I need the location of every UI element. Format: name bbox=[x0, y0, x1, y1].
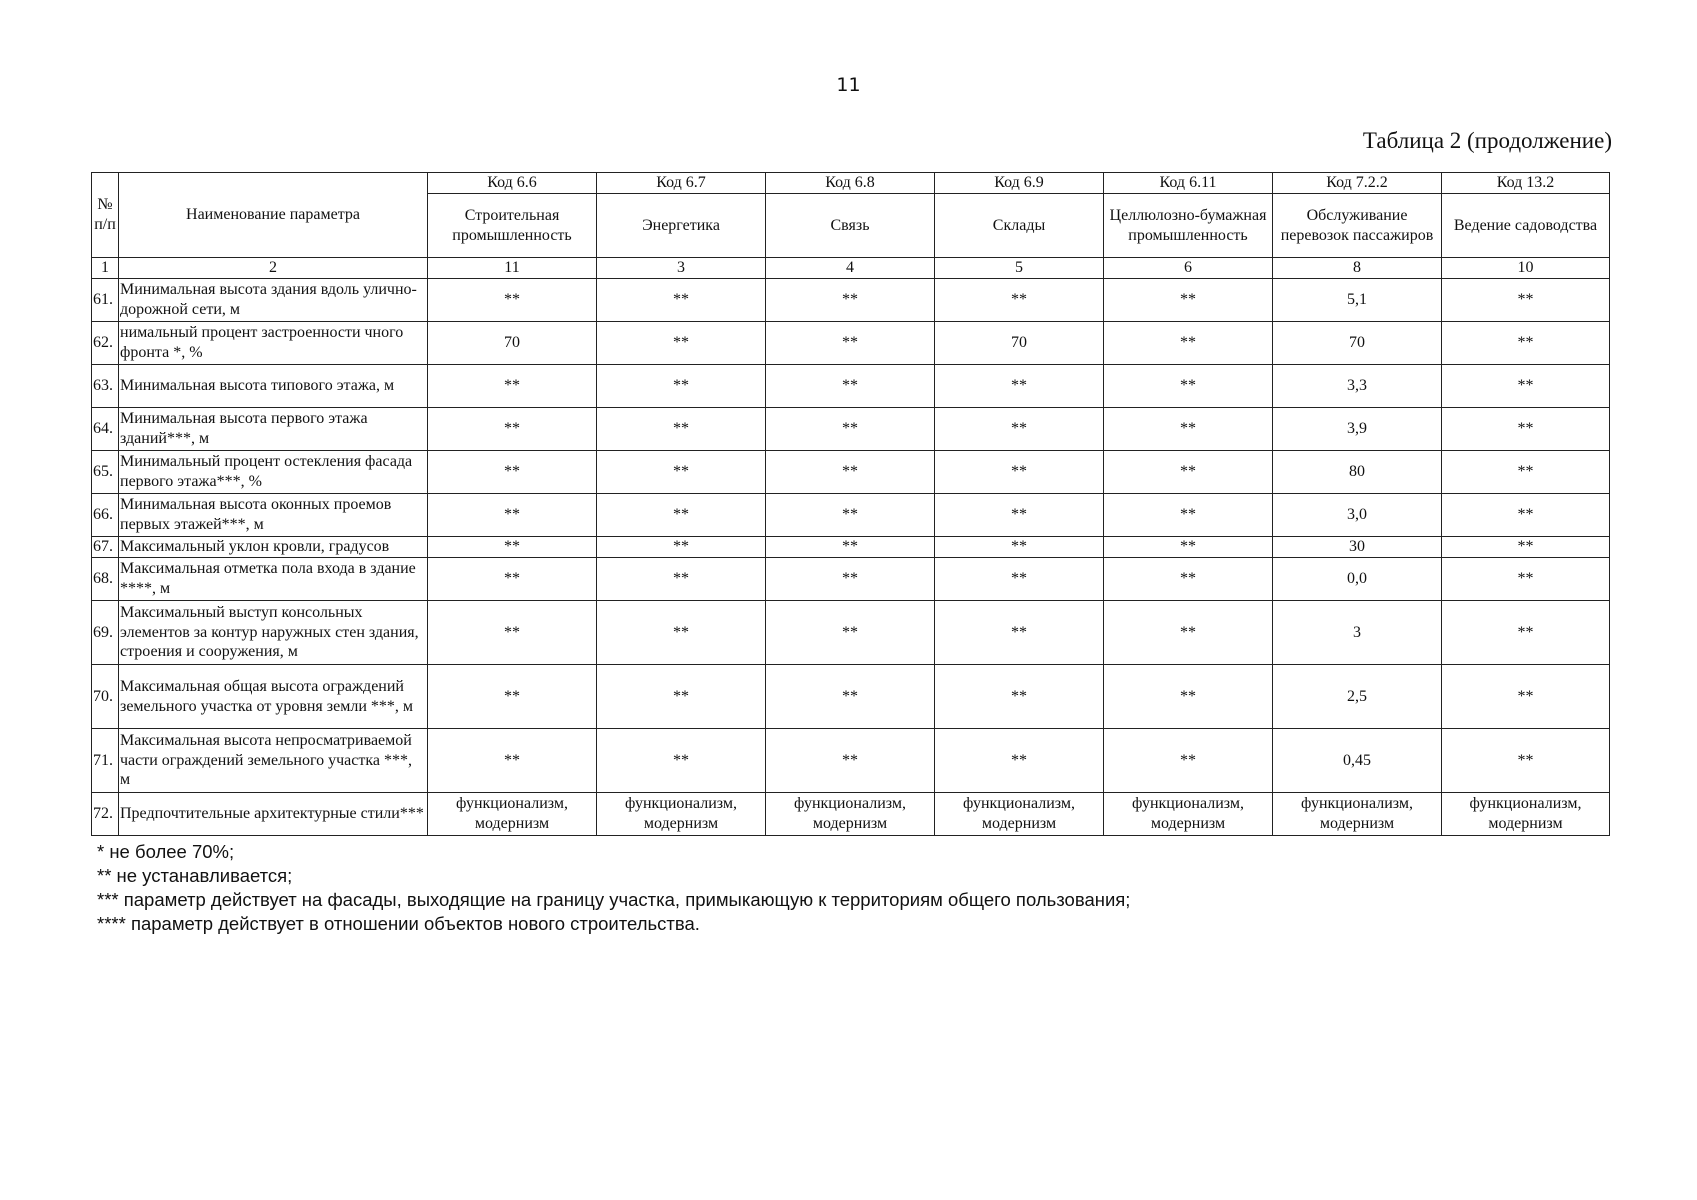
table-row bbox=[92, 365, 1610, 408]
parameter-value: ** bbox=[597, 558, 766, 601]
column-header-code: Код 6.8 bbox=[766, 173, 935, 194]
parameter-value: ** bbox=[1104, 408, 1273, 451]
parameter-value: ** bbox=[935, 665, 1104, 729]
parameter-value: ** bbox=[597, 494, 766, 537]
parameter-value: функционализм, модернизм bbox=[1442, 793, 1610, 836]
parameter-value: ** bbox=[1104, 365, 1273, 408]
row-number: 61. bbox=[92, 279, 119, 322]
row-number: 65. bbox=[92, 451, 119, 494]
parameter-value: ** bbox=[1104, 665, 1273, 729]
parameter-value: ** bbox=[428, 558, 597, 601]
table-row bbox=[92, 601, 1610, 665]
parameter-value: ** bbox=[766, 279, 935, 322]
parameter-name: Минимальный процент остекления фасада первого этажа***, % bbox=[119, 451, 428, 494]
parameter-value: функционализм, модернизм bbox=[766, 793, 935, 836]
parameter-value: ** bbox=[1104, 451, 1273, 494]
parameter-value: ** bbox=[766, 537, 935, 558]
row-number: 66. bbox=[92, 494, 119, 537]
parameter-value: ** bbox=[1442, 408, 1610, 451]
parameter-value: ** bbox=[935, 365, 1104, 408]
column-header-zone: Целлюлозно-бумажная промышленность bbox=[1104, 194, 1273, 258]
parameter-value: функционализм, модернизм bbox=[597, 793, 766, 836]
parameter-value: ** bbox=[1104, 601, 1273, 665]
parameter-value: ** bbox=[766, 451, 935, 494]
parameter-value: ** bbox=[1104, 322, 1273, 365]
parameter-value: ** bbox=[597, 729, 766, 793]
parameter-name: Минимальная высота первого этажа зданий***, м bbox=[119, 408, 428, 451]
column-index: 3 bbox=[597, 258, 766, 279]
column-header-code: Код 6.7 bbox=[597, 173, 766, 194]
footnote: ** не устанавливается; bbox=[97, 865, 293, 886]
parameter-value: ** bbox=[935, 601, 1104, 665]
parameter-name: Минимальная высота типового этажа, м bbox=[119, 365, 428, 408]
footnote: * не более 70%; bbox=[97, 841, 235, 862]
parameter-value: ** bbox=[597, 408, 766, 451]
column-header-code: Код 7.2.2 bbox=[1273, 173, 1442, 194]
row-number: 62. bbox=[92, 322, 119, 365]
parameter-value: ** bbox=[935, 408, 1104, 451]
column-header-zone: Энергетика bbox=[597, 194, 766, 258]
column-index: 10 bbox=[1442, 258, 1610, 279]
row-number: 67. bbox=[92, 537, 119, 558]
table-row bbox=[92, 494, 1610, 537]
table-row bbox=[92, 322, 1610, 365]
footnotes bbox=[97, 840, 1130, 936]
column-index: 1 bbox=[92, 258, 119, 279]
parameter-value: 3 bbox=[1273, 601, 1442, 665]
parameter-value: ** bbox=[935, 494, 1104, 537]
parameter-value: ** bbox=[1442, 537, 1610, 558]
parameter-value: ** bbox=[1442, 601, 1610, 665]
parameter-value: ** bbox=[766, 494, 935, 537]
parameter-name: Предпочтительные архитектурные стили*** bbox=[119, 793, 428, 836]
parameters-table bbox=[91, 172, 1610, 836]
footnote: **** параметр действует в отношении объектов нового строительства. bbox=[97, 913, 700, 934]
column-header-zone: Связь bbox=[766, 194, 935, 258]
parameter-value: ** bbox=[1104, 279, 1273, 322]
parameter-value: ** bbox=[766, 322, 935, 365]
parameter-value: функционализм, модернизм bbox=[1104, 793, 1273, 836]
parameter-value: ** bbox=[597, 322, 766, 365]
parameter-value: 30 bbox=[1273, 537, 1442, 558]
parameter-value: функционализм, модернизм bbox=[1273, 793, 1442, 836]
parameter-value: ** bbox=[935, 451, 1104, 494]
table-row bbox=[92, 665, 1610, 729]
row-number: 72. bbox=[92, 793, 119, 836]
parameter-value: ** bbox=[428, 665, 597, 729]
column-header-code: Код 13.2 bbox=[1442, 173, 1610, 194]
parameter-value: ** bbox=[428, 451, 597, 494]
parameter-name: Максимальная общая высота ограждений земельного участка от уровня земли ***, м bbox=[119, 665, 428, 729]
table-row bbox=[92, 729, 1610, 793]
parameter-value: 3,0 bbox=[1273, 494, 1442, 537]
column-index: 2 bbox=[119, 258, 428, 279]
row-number: 69. bbox=[92, 601, 119, 665]
parameter-value: ** bbox=[597, 451, 766, 494]
parameter-value: 70 bbox=[935, 322, 1104, 365]
parameter-value: ** bbox=[428, 601, 597, 665]
parameter-value: ** bbox=[1442, 665, 1610, 729]
parameter-value: 70 bbox=[428, 322, 597, 365]
parameter-value: 80 bbox=[1273, 451, 1442, 494]
row-number: 68. bbox=[92, 558, 119, 601]
row-number: 70. bbox=[92, 665, 119, 729]
table-row bbox=[92, 793, 1610, 836]
column-index: 4 bbox=[766, 258, 935, 279]
column-header-code: Код 6.9 bbox=[935, 173, 1104, 194]
footnote: *** параметр действует на фасады, выходящие на границу участка, примыкающую к территориям общего пользования; bbox=[97, 889, 1131, 910]
column-header-zone: Строительная промышленность bbox=[428, 194, 597, 258]
row-number: 63. bbox=[92, 365, 119, 408]
parameter-name: Минимальная высота оконных проемов первых этажей***, м bbox=[119, 494, 428, 537]
parameter-name: Максимальный уклон кровли, градусов bbox=[119, 537, 428, 558]
parameter-value: ** bbox=[1442, 729, 1610, 793]
parameter-value: ** bbox=[1442, 451, 1610, 494]
parameter-value: ** bbox=[428, 494, 597, 537]
parameter-value: ** bbox=[1104, 729, 1273, 793]
parameter-value: ** bbox=[766, 365, 935, 408]
parameter-value: ** bbox=[1442, 558, 1610, 601]
header-codes-row bbox=[92, 173, 1610, 194]
parameter-value: 70 bbox=[1273, 322, 1442, 365]
parameter-value: ** bbox=[935, 558, 1104, 601]
parameter-value: 2,5 bbox=[1273, 665, 1442, 729]
parameter-value: ** bbox=[1442, 365, 1610, 408]
column-index-row bbox=[92, 258, 1610, 279]
parameter-value: ** bbox=[935, 729, 1104, 793]
column-index: 6 bbox=[1104, 258, 1273, 279]
column-header-name: Наименование параметра bbox=[119, 173, 428, 258]
parameter-value: 3,3 bbox=[1273, 365, 1442, 408]
parameter-value: ** bbox=[428, 279, 597, 322]
parameter-value: 5,1 bbox=[1273, 279, 1442, 322]
parameter-value: ** bbox=[1442, 322, 1610, 365]
parameter-name: Максимальный выступ консольных элементов за контур наружных стен здания, строения и сооружения, м bbox=[119, 601, 428, 665]
parameter-value: ** bbox=[1104, 558, 1273, 601]
parameter-name: Максимальная отметка пола входа в здание ****, м bbox=[119, 558, 428, 601]
parameter-name: нимальный процент застроенности чного фронта *, % bbox=[119, 322, 428, 365]
parameter-value: ** bbox=[766, 665, 935, 729]
column-header-zone: Ведение садоводства bbox=[1442, 194, 1610, 258]
parameter-value: ** bbox=[428, 365, 597, 408]
parameter-value: ** bbox=[428, 408, 597, 451]
parameter-value: ** bbox=[1442, 494, 1610, 537]
page-number: 11 bbox=[836, 74, 861, 96]
parameter-value: ** bbox=[597, 601, 766, 665]
parameter-value: 0,0 bbox=[1273, 558, 1442, 601]
parameter-value: ** bbox=[597, 537, 766, 558]
parameter-value: 3,9 bbox=[1273, 408, 1442, 451]
column-header-zone: Обслуживание перевозок пассажиров bbox=[1273, 194, 1442, 258]
parameter-value: ** bbox=[597, 365, 766, 408]
table-row bbox=[92, 537, 1610, 558]
column-header-zone: Склады bbox=[935, 194, 1104, 258]
parameter-value: ** bbox=[766, 558, 935, 601]
parameter-value: ** bbox=[766, 408, 935, 451]
parameter-name: Максимальная высота непросматриваемой части ограждений земельного участка ***, м bbox=[119, 729, 428, 793]
parameter-value: ** bbox=[766, 729, 935, 793]
parameter-value: ** bbox=[766, 601, 935, 665]
parameter-value: 0,45 bbox=[1273, 729, 1442, 793]
column-index: 11 bbox=[428, 258, 597, 279]
parameter-value: ** bbox=[428, 729, 597, 793]
column-header-code: Код 6.6 bbox=[428, 173, 597, 194]
row-number: 71. bbox=[92, 729, 119, 793]
parameter-value: ** bbox=[935, 279, 1104, 322]
parameter-value: ** bbox=[428, 537, 597, 558]
column-index: 5 bbox=[935, 258, 1104, 279]
table-row bbox=[92, 451, 1610, 494]
parameter-name: Минимальная высота здания вдоль улично-дорожной сети, м bbox=[119, 279, 428, 322]
parameter-value: функционализм, модернизм bbox=[935, 793, 1104, 836]
parameter-value: ** bbox=[1104, 494, 1273, 537]
table-row bbox=[92, 279, 1610, 322]
table-caption: Таблица 2 (продолжение) bbox=[1362, 128, 1612, 153]
row-number: 64. bbox=[92, 408, 119, 451]
parameter-value: ** bbox=[935, 537, 1104, 558]
parameter-value: ** bbox=[597, 279, 766, 322]
parameter-value: ** bbox=[1104, 537, 1273, 558]
column-index: 8 bbox=[1273, 258, 1442, 279]
table-row bbox=[92, 408, 1610, 451]
parameter-value: ** bbox=[1442, 279, 1610, 322]
parameter-value: функционализм, модернизм bbox=[428, 793, 597, 836]
column-header-code: Код 6.11 bbox=[1104, 173, 1273, 194]
column-header-number: № п/п bbox=[92, 173, 119, 258]
parameter-value: ** bbox=[597, 665, 766, 729]
table-row bbox=[92, 558, 1610, 601]
